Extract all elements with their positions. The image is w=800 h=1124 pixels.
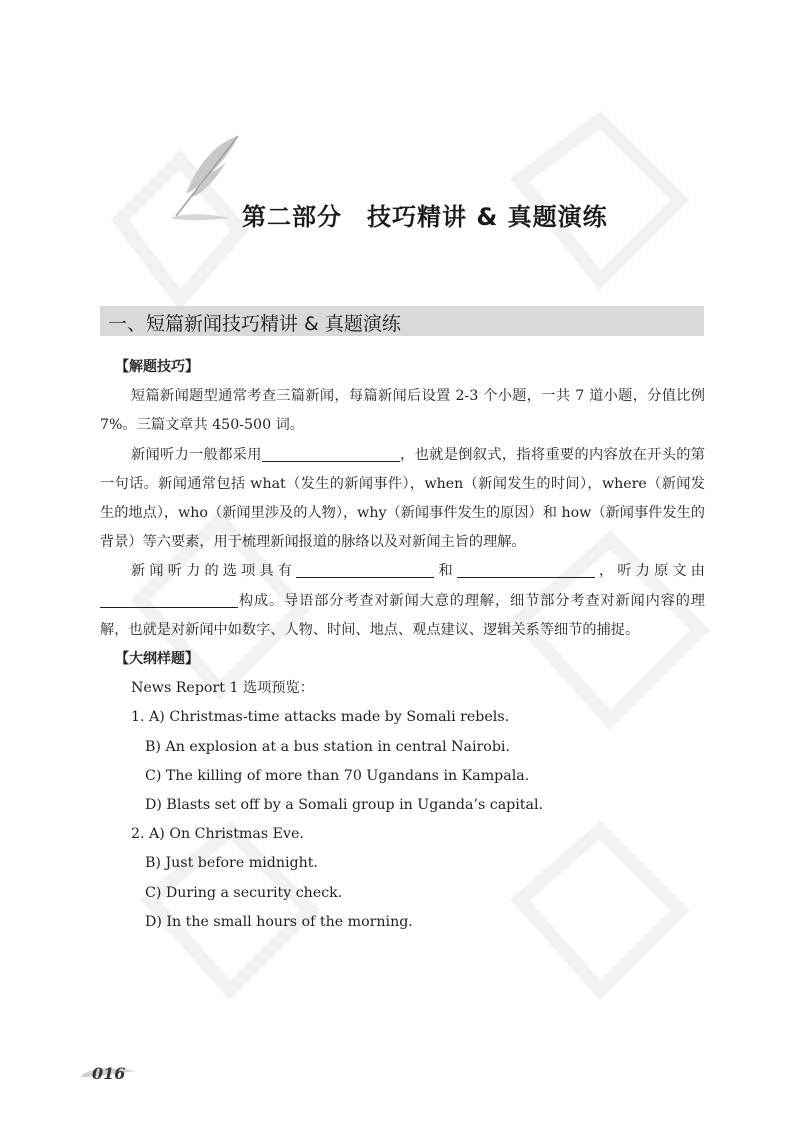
tips-paragraph-1: 短篇新闻题型通常考查三篇新闻，每篇新闻后设置 2-3 个小题，一共 7 道小题，分值比例 7%。三篇文章共 450-500 词。 <box>100 388 705 434</box>
section-title: 一、短篇新闻技巧精讲 & 真题演练 <box>108 313 401 335</box>
p3-text-b: 和 <box>434 563 457 580</box>
p2-text-a: 新闻听力一般都采用 <box>131 446 262 463</box>
page-number: 016 <box>92 1064 126 1083</box>
fill-blank-1 <box>262 445 400 462</box>
fill-blank-4 <box>100 591 238 608</box>
p3-text-a: 新闻听力的选项具有 <box>131 563 297 580</box>
sample-heading: 【大纲样题】 <box>115 651 199 668</box>
question-2-option-b: B) Just before midnight. <box>145 855 318 872</box>
question-2-option-a: 2. A) On Christmas Eve. <box>131 826 304 843</box>
tips-paragraph-2 <box>100 441 705 558</box>
feather-quill-icon <box>168 132 248 232</box>
question-1-option-b: B) An explosion at a bus station in central Nairobi. <box>145 738 510 755</box>
question-1-option-c: C) The killing of more than 70 Ugandans in Kampala. <box>145 767 530 784</box>
tips-paragraph-3 <box>100 557 705 645</box>
question-1-option-d: D) Blasts set off by a Somali group in Uganda’s capital. <box>145 797 543 814</box>
p3-text-d: 构成。导语部分考查对新闻大意的理解，细节部分考查对新闻内容的理解，也就是对新闻中如数字、人物、时间、地点、观点建议、逻辑关系等细节的捕捉。 <box>100 592 705 638</box>
fill-blank-3 <box>457 561 595 578</box>
page-content <box>100 353 705 937</box>
sample-intro: News Report 1 选项预览： <box>131 680 314 697</box>
section-header-bar <box>100 306 704 336</box>
p2-text-b: ，也就是倒叙式，指将重要的内容放在开头的第一句话。新闻通常包括 what（发生的新闻事件），when（新闻发生的时间），where（新闻发生的地点），who（新闻里涉及的人物），why（新闻事件发生的原因）和 how（新闻事件发生的背景）等六要素，用于梳理新闻报道的脉络以及对新闻主旨的理解。 <box>100 446 705 551</box>
fill-blank-2 <box>296 561 434 578</box>
question-1-option-a: 1. A) Christmas-time attacks made by Somali rebels. <box>131 709 510 726</box>
part-title: 第二部分 技巧精讲 & 真题演练 <box>242 203 608 231</box>
question-2-option-c: C) During a security check. <box>145 884 343 901</box>
p3-text-c: ，听力原文由 <box>594 563 705 580</box>
question-2-option-d: D) In the small hours of the morning. <box>145 913 413 930</box>
tips-heading: 【解题技巧】 <box>115 359 199 375</box>
page-number-badge <box>80 1063 136 1085</box>
